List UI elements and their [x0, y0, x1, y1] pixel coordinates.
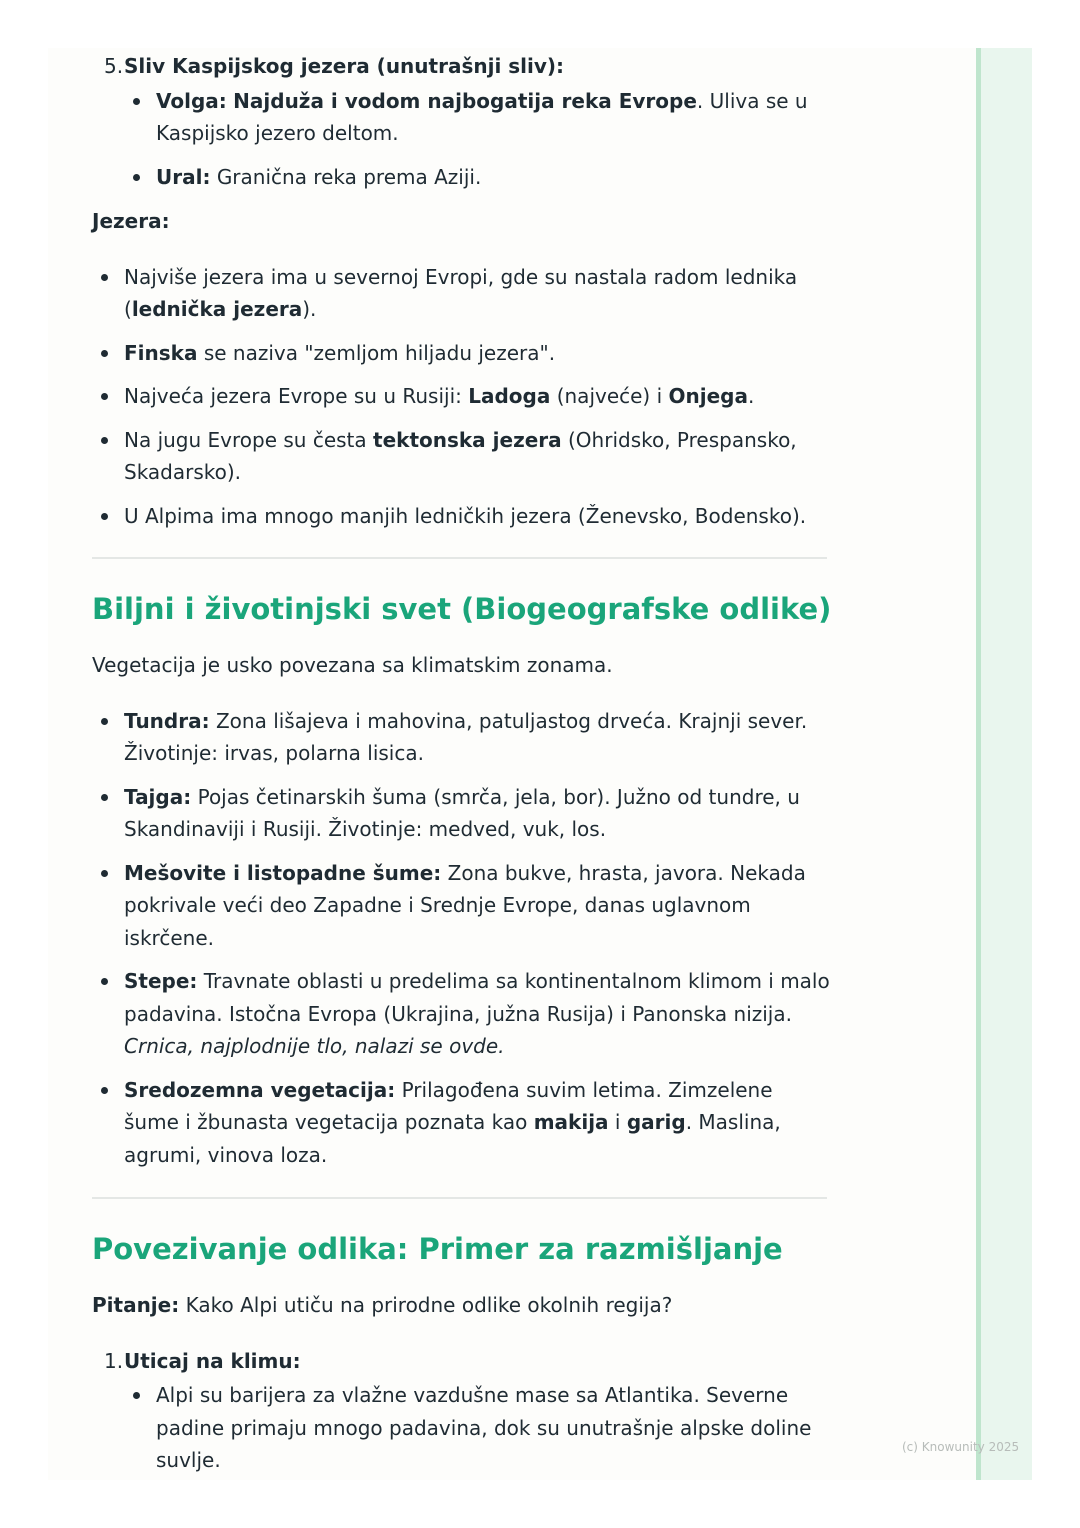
caspian-rivers-list — [124, 85, 832, 194]
makija-term: makija — [533, 1110, 609, 1134]
list-item — [124, 1379, 832, 1477]
list-item — [92, 380, 832, 413]
document-content — [92, 50, 832, 1488]
ural-text: Granična reka prema Aziji. — [216, 164, 482, 189]
term-ural: Ural: — [156, 164, 211, 189]
steppe-text: Travnate oblasti u predelima sa kontinentalnom klimom i malo padavina. Istočna Evropa (Ukrajina, južna Rusija) i Panonska nizija. — [124, 969, 830, 1026]
list-item — [92, 424, 832, 489]
term-steppe: Stepe: — [124, 969, 198, 993]
section-divider — [92, 1197, 827, 1199]
list-item-mediterranean — [92, 1074, 832, 1172]
term-mixed-forests: Mešovite i listopadne šume: — [124, 860, 442, 885]
list-item-volga — [124, 85, 832, 150]
term-tundra: Tundra: — [124, 708, 210, 733]
tectonic-lakes-term: tektonska jezera — [373, 427, 562, 452]
garig-term: garig — [626, 1110, 686, 1134]
caspian-basin-label: Sliv Kaspijskog jezera (unutrašnji sliv): — [124, 54, 565, 78]
list-item-tajga — [92, 781, 832, 846]
caspian-basin-item — [92, 50, 832, 193]
question-text: Kako Alpi utiču na prirodne odlike okolnih regija? — [185, 1293, 673, 1317]
tundra-text: Zona lišajeva i mahovina, patuljastog drveća. Krajnji sever. Životinje: irvas, polarna lisica. — [124, 708, 808, 765]
steppe-italic-note: Crnica, najplodnije tlo, nalazi se ovde. — [124, 1034, 505, 1058]
lakes-text-4-rest: (Ohridsko, Prespansko, Skadarsko). — [124, 427, 797, 484]
mediterranean-and: i — [614, 1110, 621, 1134]
term-volga: Volga: — [156, 88, 227, 113]
list-item — [92, 337, 832, 370]
lakes-heading — [92, 205, 832, 238]
mediterranean-text: Prilagođena suvim letima. Zimzelene šume i žbunasta vegetacija poznata kao — [124, 1077, 773, 1134]
list-number: 1. — [104, 1348, 124, 1373]
climate-influence-text: Alpi su barijera za vlažne vazdušne mase sa Atlantika. Severne padine primaju mnogo padavina, dok su unutrašnje alpske doline suvlje. — [156, 1383, 812, 1472]
term-mediterranean: Sredozemna vegetacija: — [124, 1077, 396, 1102]
list-item — [92, 261, 832, 326]
finland-term: Finska — [124, 340, 198, 365]
climate-influence-item — [92, 1345, 832, 1477]
biogeography-intro: Vegetacija je usko povezana sa klimatskim zonama. — [92, 653, 613, 677]
side-margin-strip — [976, 48, 1032, 1480]
volga-text: . Uliva se u Kaspijsko jezero deltom. — [156, 88, 808, 145]
copyright-notice: (c) Knowunity 2025 — [902, 1440, 1020, 1454]
climate-influence-list — [124, 1379, 832, 1477]
list-item-mixed-forests — [92, 857, 832, 955]
lakes-text-2: se naziva "zemljom hiljadu jezera". — [203, 340, 556, 365]
lakes-text-5: U Alpima ima mnogo manjih ledničkih jezera (Ženevsko, Bodensko). — [124, 503, 807, 528]
tajga-text: Pojas četinarskih šuma (smrča, jela, bor). Južno od tundre, u Skandinaviji i Rusiji. Životinje: medved, vuk, los. — [124, 784, 800, 841]
list-number: 5. — [104, 54, 124, 78]
lakes-text-3-mid: (najveće) i — [556, 384, 663, 408]
onjega-term: Onjega — [668, 384, 748, 408]
lakes-list — [92, 261, 832, 533]
question-paragraph — [92, 1289, 832, 1322]
mixed-forests-text: Zona bukve, hrasta, javora. Nekada pokrivale veći deo Zapadne i Srednje Evrope, danas uglavnom iskrčene. — [124, 860, 806, 950]
list-item — [92, 500, 832, 533]
glacial-lakes-term: lednička jezera — [131, 297, 303, 321]
ladoga-term: Ladoga — [468, 384, 551, 408]
list-item-tundra — [92, 705, 832, 770]
section-title-linking: Povezivanje odlika: Primer za razmišljanje — [92, 1232, 783, 1266]
volga-bold-text: Najduža i vodom najbogatija reka Evrope — [233, 88, 697, 113]
section-title-biogeography: Biljni i životinjski svet (Biogeografske odlike) — [92, 592, 832, 626]
vegetation-zones-list — [92, 705, 832, 1172]
lakes-text-1-end: ). — [302, 297, 317, 321]
mediterranean-text-end: . Maslina, agrumi, vinova loza. — [124, 1110, 781, 1167]
lakes-text-4: Na jugu Evrope su česta — [124, 427, 367, 452]
list-item-steppe — [92, 965, 832, 1063]
question-label: Pitanje: — [92, 1293, 180, 1317]
term-tajga: Tajga: — [124, 784, 192, 809]
list-item-ural — [124, 161, 832, 194]
lakes-heading-text: Jezera: — [92, 209, 170, 233]
climate-influence-label: Uticaj na klimu: — [124, 1348, 301, 1373]
lakes-text-1: Najviše jezera ima u severnoj Evropi, gde su nastala radom lednika ( — [124, 264, 798, 321]
lakes-text-3-end: . — [748, 384, 755, 408]
lakes-text-3: Najveća jezera Evrope su u Rusiji: — [124, 384, 462, 408]
section-divider — [92, 557, 827, 559]
